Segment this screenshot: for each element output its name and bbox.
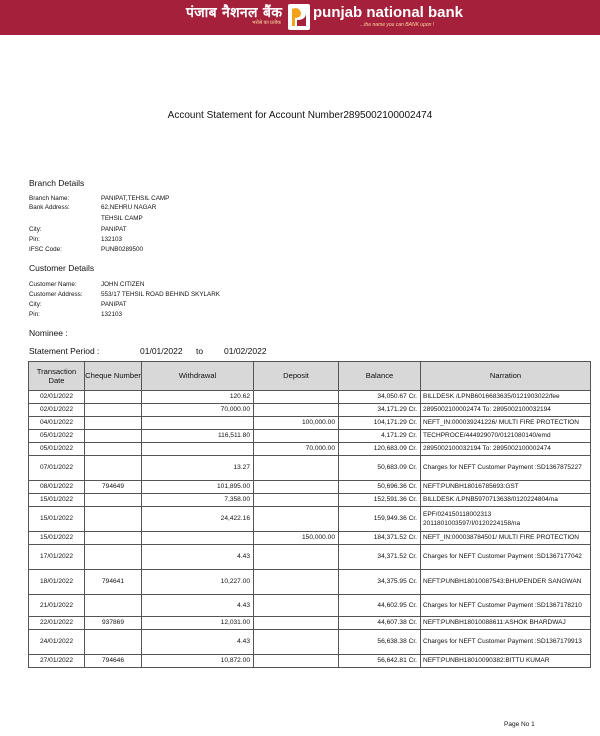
cell-balance: 159,949.36 Cr. [339,507,421,532]
cell-balance: 44,602.95 Cr. [339,595,421,617]
cell-narration: BILLDESK /LPNB6016683635/0121903022/fee [421,391,591,404]
cell-deposit [254,481,339,494]
col-header-date: Transaction Date [29,362,85,391]
cell-cheque: 794646 [85,655,142,668]
col-header-withdrawal: Withdrawal [142,362,254,391]
cell-balance: 34,050.67 Cr. [339,391,421,404]
cell-balance: 104,171.29 Cr. [339,417,421,430]
cell-cheque [85,507,142,532]
field-value: JOHN CITIZEN [101,281,145,288]
table-row [29,494,591,507]
cell-date: 04/01/2022 [29,417,85,430]
field-value: PANIPAT,TEHSIL CAMP [101,195,170,202]
cell-withdrawal: 10,227.00 [142,570,254,595]
cell-deposit [254,391,339,404]
customer-details-heading: Customer Details [29,263,95,273]
cell-deposit [254,617,339,630]
table-row [29,456,591,481]
transactions-table [28,361,591,668]
cell-narration: BILLDESK /LPNB5970713638/0120224804/na [421,494,591,507]
cell-narration: NEFT:PUNBH18016785693:GST [421,481,591,494]
field-label: Customer Address: [29,291,83,298]
cell-deposit: 70,000.00 [254,443,339,456]
cell-withdrawal [142,532,254,545]
cell-narration: Charges for NEFT Customer Payment :SD1367875227 [421,456,591,481]
field-label: City: [29,226,42,233]
cell-balance: 184,371.52 Cr. [339,532,421,545]
field-label: Branch Name: [29,195,70,202]
statement-period-to: 01/02/2022 [224,346,267,356]
page-number: Page No 1 [504,721,535,728]
bank-header-banner [0,0,600,35]
table-row [29,655,591,668]
table-row [29,630,591,655]
cell-withdrawal: 7,358.00 [142,494,254,507]
cell-balance: 34,371.52 Cr. [339,545,421,570]
cell-date: 08/01/2022 [29,481,85,494]
cell-withdrawal: 4.43 [142,630,254,655]
nominee-label: Nominee : [29,328,68,338]
field-value: 132103 [101,311,123,318]
cell-balance: 4,171.29 Cr. [339,430,421,443]
cell-deposit [254,456,339,481]
field-label: IFSC Code: [29,246,62,253]
cell-balance: 152,591.36 Cr. [339,494,421,507]
cell-withdrawal: 4.43 [142,595,254,617]
statement-period-from: 01/01/2022 [140,346,183,356]
cell-withdrawal: 70,000.00 [142,404,254,417]
cell-deposit: 100,000.00 [254,417,339,430]
field-value: 62,NEHRU NAGAR [101,204,157,211]
cell-deposit [254,430,339,443]
field-value: PANIPAT [101,226,127,233]
cell-date: 21/01/2022 [29,595,85,617]
cell-withdrawal: 10,872.00 [142,655,254,668]
table-row [29,481,591,494]
cell-deposit [254,570,339,595]
cell-withdrawal: 12,031.00 [142,617,254,630]
cell-cheque [85,545,142,570]
cell-narration: TECHPROCE/444929070/0121080140/emd [421,430,591,443]
field-label: Pin: [29,236,40,243]
cell-cheque: 794649 [85,481,142,494]
cell-narration: NEFT:PUNBH18010090382:BITTU KUMAR [421,655,591,668]
branch-details-heading: Branch Details [29,178,85,188]
cell-narration: NEFT:PUNBH18010087543:BHUPENDER SANGWAN [421,570,591,595]
cell-date: 27/01/2022 [29,655,85,668]
table-row [29,443,591,456]
cell-withdrawal: 13.27 [142,456,254,481]
field-label: City: [29,301,42,308]
cell-date: 02/01/2022 [29,391,85,404]
cell-balance: 50,683.09 Cr. [339,456,421,481]
cell-balance: 34,375.95 Cr. [339,570,421,595]
cell-balance: 50,696.36 Cr. [339,481,421,494]
cell-date: 22/01/2022 [29,617,85,630]
cell-withdrawal: 101,895.00 [142,481,254,494]
cell-withdrawal: 4.43 [142,545,254,570]
cell-withdrawal [142,443,254,456]
cell-date: 15/01/2022 [29,532,85,545]
cell-cheque [85,532,142,545]
cell-narration: 2895002100032194 To: 2895002100002474 [421,443,591,456]
table-row [29,545,591,570]
col-header-cheque: Cheque Number [85,362,142,391]
cell-date: 02/01/2022 [29,404,85,417]
table-row [29,507,591,532]
table-header-row [29,362,591,391]
cell-withdrawal [142,417,254,430]
bank-name-english: punjab national bank [313,4,464,21]
cell-deposit [254,630,339,655]
cell-balance: 56,638.38 Cr. [339,630,421,655]
cell-balance: 56,642.81 Cr. [339,655,421,668]
cell-deposit [254,545,339,570]
cell-narration: NEFT_IN:000038784501/ MULTI FIRE PROTECTION [421,532,591,545]
cell-deposit [254,595,339,617]
cell-date: 24/01/2022 [29,630,85,655]
cell-narration: EPF/024150118002313 2011801003597/I/0120224158/na [421,507,591,532]
cell-deposit: 150,000.00 [254,532,339,545]
cell-balance: 34,171.29 Cr. [339,404,421,417]
col-header-deposit: Deposit [254,362,339,391]
cell-narration: Charges for NEFT Customer Payment :SD1367177042 [421,545,591,570]
cell-date: 05/01/2022 [29,430,85,443]
cell-narration: NEFT_IN:000039241226/ MULTI FIRE PROTECTION [421,417,591,430]
table-row [29,404,591,417]
cell-cheque [85,595,142,617]
statement-period-label: Statement Period : [29,346,100,356]
cell-balance: 120,683.09 Cr. [339,443,421,456]
field-value: TEHSIL CAMP [101,215,143,222]
cell-date: 18/01/2022 [29,570,85,595]
table-row [29,595,591,617]
cell-narration: Charges for NEFT Customer Payment :SD1367178210 [421,595,591,617]
field-value: 132103 [101,236,123,243]
cell-cheque [85,443,142,456]
cell-cheque [85,630,142,655]
cell-balance: 44,607.38 Cr. [339,617,421,630]
cell-withdrawal: 116,511.80 [142,430,254,443]
bank-tagline-english: ...the name you can BANK upon ! [360,22,435,28]
field-label: Customer Name: [29,281,77,288]
table-row [29,430,591,443]
cell-date: 07/01/2022 [29,456,85,481]
cell-date: 15/01/2022 [29,494,85,507]
cell-withdrawal: 120.62 [142,391,254,404]
cell-date: 15/01/2022 [29,507,85,532]
col-header-narration: Narration [421,362,591,391]
cell-date: 05/01/2022 [29,443,85,456]
field-value: PANIPAT [101,301,127,308]
table-row [29,570,591,595]
statement-period-to-label: to [196,346,204,356]
pnb-logo-mark-icon [288,4,310,30]
cell-narration: 2895002100002474 To: 2895002100032194 [421,404,591,417]
col-header-balance: Balance [339,362,421,391]
bank-tagline-hindi: भरोसे का प्रतीक [252,20,281,26]
cell-cheque [85,430,142,443]
field-value: 553/17 TEHSIL ROAD BEHIND SKYLARK [101,291,220,298]
cell-cheque [85,456,142,481]
cell-cheque [85,494,142,507]
cell-cheque [85,391,142,404]
cell-deposit [254,494,339,507]
cell-deposit [254,507,339,532]
cell-withdrawal: 24,422.16 [142,507,254,532]
cell-cheque: 794641 [85,570,142,595]
table-row [29,417,591,430]
field-label: Pin: [29,311,40,318]
cell-cheque [85,417,142,430]
statement-title: Account Statement for Account Number2895002100002474 [167,110,433,121]
field-value: PUNB0289500 [101,246,144,253]
table-row [29,532,591,545]
cell-narration: NEFT:PUNBH18010088611:ASHOK BHARDWAJ [421,617,591,630]
cell-deposit [254,404,339,417]
cell-cheque [85,404,142,417]
field-label: Bank Address: [29,204,70,211]
cell-deposit [254,655,339,668]
table-row [29,391,591,404]
cell-narration: Charges for NEFT Customer Payment :SD1367179913 [421,630,591,655]
bank-name-hindi: पंजाब नैशनल बैंक [186,5,283,21]
table-row [29,617,591,630]
cell-date: 17/01/2022 [29,545,85,570]
cell-cheque: 937869 [85,617,142,630]
